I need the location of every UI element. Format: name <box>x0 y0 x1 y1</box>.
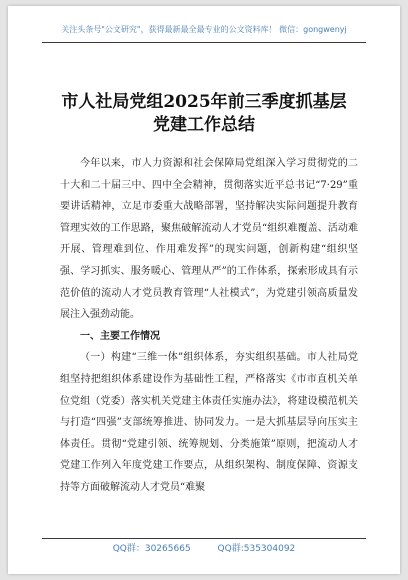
footer <box>8 541 400 554</box>
footer-qq-group-1: QQ群：30265665 <box>112 544 191 554</box>
document-page <box>8 6 400 574</box>
section-heading: 一、主要工作情况 <box>80 330 160 342</box>
section-paragraph: （一）构建“三维一体”组织体系，夯实组织基础。市人社局党组坚持把组织体系建设作为基础性工程，严格落实《市市直机关单位党组（党委）落实机关党建主体责任实施办法》，将建设模范机关与打造“四强”支部统筹推进、协同发力。一是大抓基层导向压实主体责任。贯彻“党建引领、统筹规划、分类施策”原则，把流动人才党建工作列入年度党建工作要点，从组织架构、制度保障、资源支持等方面破解流动人才党员“难聚 <box>60 352 358 493</box>
header-notice: 关注头条号"公文研究"，获得最新最全最专业的公文资料库！ 微信：gongwenyj <box>61 25 347 34</box>
intro-paragraph: 今年以来，市人力资源和社会保障局党组深入学习贯彻党的二十大和二十届三中、四中全会精神，贯彻落实近平总书记“7·29”重要讲话精神，立足市委重大战略部署，坚持解决实际问题提升教育管理实效的工作思路，聚焦破解流动人才党员“组织难覆盖、活动难开展、管理难到位、作用难发挥”的现实问题，创新构建“组织坚强、学习抓实、服务暖心、管理从严”的工作体系，探索形成具有示范价值的流动人才党员教育管理“人社模式”，为党建引领高质量发展注入强劲动能。 <box>60 158 358 321</box>
document-body <box>60 153 358 499</box>
footer-qq-group-2: QQ群:535304092 <box>217 544 296 554</box>
title-line-2: 党建工作总结 <box>153 115 255 135</box>
document-title <box>8 91 400 137</box>
header-divider <box>42 42 366 43</box>
footer-divider <box>42 538 366 539</box>
title-line-1: 市人社局党组2025年前三季度抓基层 <box>61 92 347 112</box>
